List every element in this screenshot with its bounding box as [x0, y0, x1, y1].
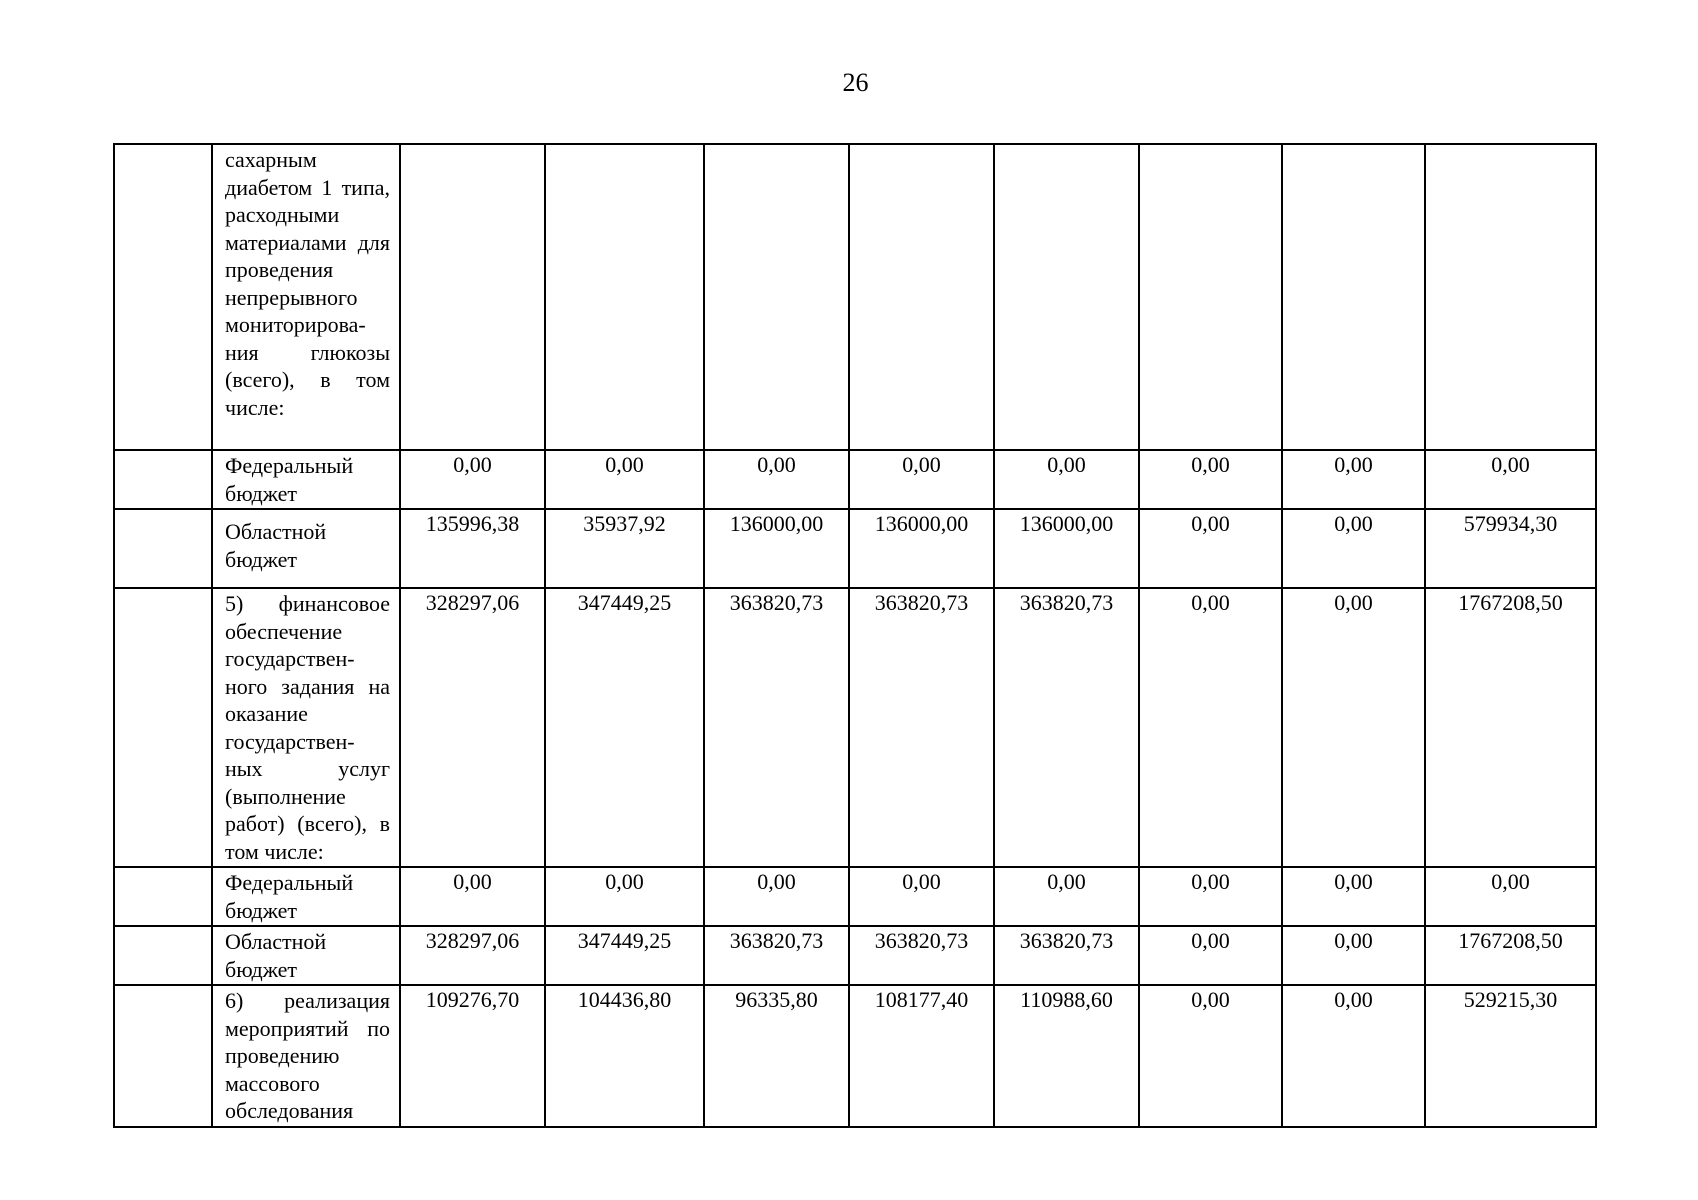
value-cell — [1139, 144, 1282, 450]
value-cell: 109276,70 — [400, 985, 545, 1127]
row-name-cell: Областной бюджет — [212, 926, 400, 985]
value-cell: 0,00 — [849, 867, 994, 926]
value-cell: 0,00 — [1139, 867, 1282, 926]
total-cell: 1767208,50 — [1425, 926, 1596, 985]
value-cell: 0,00 — [849, 450, 994, 509]
row-name-cell: Федеральный бюджет — [212, 867, 400, 926]
total-cell: 0,00 — [1425, 867, 1596, 926]
row-number-cell — [114, 450, 212, 509]
value-cell — [400, 144, 545, 450]
value-cell: 0,00 — [1282, 588, 1425, 867]
value-cell: 0,00 — [1282, 450, 1425, 509]
row-name-cell: Федеральный бюджет — [212, 450, 400, 509]
total-cell: 1767208,50 — [1425, 588, 1596, 867]
row-number-cell — [114, 867, 212, 926]
value-cell: 328297,06 — [400, 926, 545, 985]
total-cell — [1425, 144, 1596, 450]
row-name-cell: 6) реализация мероприятий по проведению массового обследования — [212, 985, 400, 1127]
table-row — [114, 450, 1596, 509]
value-cell — [1282, 144, 1425, 450]
value-cell: 35937,92 — [545, 509, 704, 588]
value-cell: 363820,73 — [994, 588, 1139, 867]
table-row — [114, 985, 1596, 1127]
value-cell: 104436,80 — [545, 985, 704, 1127]
value-cell: 363820,73 — [849, 926, 994, 985]
value-cell: 363820,73 — [849, 588, 994, 867]
page-number: 26 — [842, 68, 869, 97]
row-number-cell — [114, 926, 212, 985]
value-cell: 136000,00 — [849, 509, 994, 588]
value-cell: 136000,00 — [704, 509, 849, 588]
value-cell: 96335,80 — [704, 985, 849, 1127]
value-cell: 0,00 — [1282, 985, 1425, 1127]
value-cell: 363820,73 — [994, 926, 1139, 985]
value-cell: 135996,38 — [400, 509, 545, 588]
value-cell: 0,00 — [1282, 926, 1425, 985]
value-cell: 328297,06 — [400, 588, 545, 867]
table-row — [114, 509, 1596, 588]
value-cell: 0,00 — [400, 450, 545, 509]
row-name-cell: Областной бюджет — [212, 509, 400, 588]
row-number-cell — [114, 985, 212, 1127]
row-name-cell: 5) финансовое обеспечение государствен-ного задания на оказание государствен-ных услуг (выполнение работ) (всего), в том числе: — [212, 588, 400, 867]
value-cell: 363820,73 — [704, 926, 849, 985]
value-cell — [704, 144, 849, 450]
budget-table — [113, 143, 1597, 1128]
value-cell: 0,00 — [545, 450, 704, 509]
value-cell: 0,00 — [1139, 588, 1282, 867]
row-number-cell — [114, 509, 212, 588]
value-cell: 0,00 — [1139, 450, 1282, 509]
table-row — [114, 588, 1596, 867]
value-cell: 0,00 — [994, 450, 1139, 509]
value-cell: 347449,25 — [545, 926, 704, 985]
value-cell: 0,00 — [1139, 509, 1282, 588]
table-row — [114, 144, 1596, 450]
table-row — [114, 867, 1596, 926]
value-cell — [849, 144, 994, 450]
value-cell: 0,00 — [704, 450, 849, 509]
total-cell: 0,00 — [1425, 450, 1596, 509]
value-cell: 0,00 — [994, 867, 1139, 926]
total-cell: 579934,30 — [1425, 509, 1596, 588]
value-cell: 0,00 — [1282, 509, 1425, 588]
value-cell: 0,00 — [1139, 985, 1282, 1127]
value-cell: 108177,40 — [849, 985, 994, 1127]
value-cell: 0,00 — [545, 867, 704, 926]
value-cell — [994, 144, 1139, 450]
row-number-cell — [114, 588, 212, 867]
row-number-cell — [114, 144, 212, 450]
value-cell: 0,00 — [1282, 867, 1425, 926]
value-cell: 363820,73 — [704, 588, 849, 867]
total-cell: 529215,30 — [1425, 985, 1596, 1127]
value-cell: 0,00 — [1139, 926, 1282, 985]
table-row — [114, 926, 1596, 985]
row-name-cell: сахарным диабетом 1 типа, расходными материалами для проведения непрерывного мониторирова-ния глюкозы (всего), в том числе: — [212, 144, 400, 450]
value-cell: 0,00 — [400, 867, 545, 926]
value-cell: 347449,25 — [545, 588, 704, 867]
value-cell: 110988,60 — [994, 985, 1139, 1127]
value-cell: 136000,00 — [994, 509, 1139, 588]
value-cell — [545, 144, 704, 450]
value-cell: 0,00 — [704, 867, 849, 926]
